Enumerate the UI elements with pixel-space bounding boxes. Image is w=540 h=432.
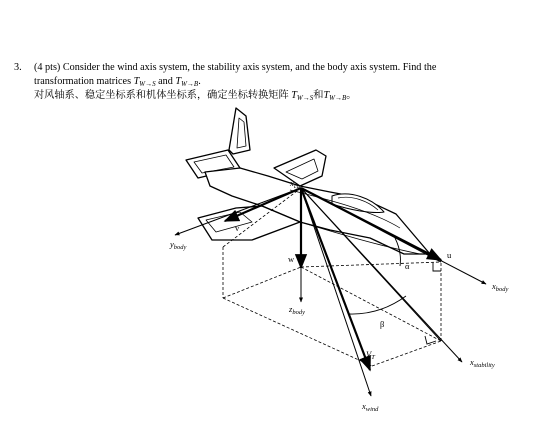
question-text-cn: 对风轴系、稳定坐标系和机体坐标系，确定坐标转换矩阵	[34, 90, 292, 101]
matrix-t-w-b: $T_{W\to B}$	[175, 76, 199, 88]
question-points: (4 pts)	[34, 62, 61, 73]
label-x-stability: $x_{stability}$	[470, 357, 495, 369]
matrix-t-w-s: $T_{W\to S}$	[133, 76, 156, 88]
question-line-2: transformation matrices $T_{W\to S}$ and $T_{W\to B}$.	[34, 76, 201, 88]
question-text-1: Consider the wind axis system, the stability axis system, and the body axis system. Find the	[62, 62, 437, 73]
label-x-body: $x_{body}$	[492, 281, 509, 293]
label-v: v	[235, 223, 240, 233]
and-word: and	[155, 76, 176, 87]
label-w: w	[288, 254, 295, 264]
question-number: 3.	[14, 62, 22, 73]
question-line-cn: 对风轴系、稳定坐标系和机体坐标系，确定坐标转换矩阵 $T_{W\to S}$和$T_{W\to B}$。	[34, 90, 357, 102]
label-x-cg: $x_{cg}$	[290, 178, 300, 190]
matrix-t-w-b-cn: $T_{W\to B}$	[323, 90, 347, 102]
label-u: u	[447, 250, 452, 260]
label-x-wind: $x_{wind}$	[362, 401, 379, 413]
aircraft-outline	[186, 108, 430, 254]
label-v-t: $V_T$	[366, 349, 375, 361]
label-alpha: α	[405, 261, 410, 271]
matrix-t-w-s-cn: $T_{W\to S}$	[291, 90, 314, 102]
question-text-2a: transformation matrices	[34, 76, 134, 87]
label-z-body: $z_{body}$	[289, 304, 305, 316]
label-y-body: $y_{body}$	[170, 239, 187, 251]
label-beta: β	[380, 319, 385, 329]
